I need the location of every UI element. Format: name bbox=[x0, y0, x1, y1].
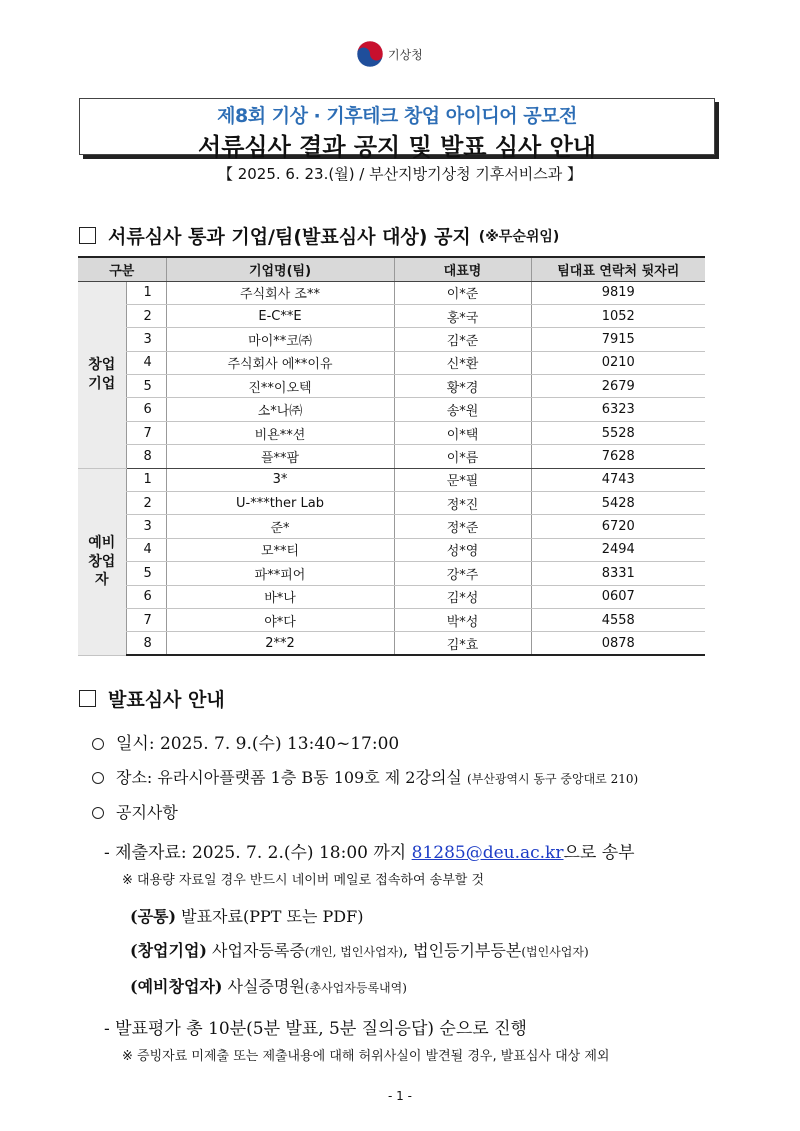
row-number: 1 bbox=[126, 468, 166, 491]
company-name: 준* bbox=[166, 515, 394, 538]
submit-email-link[interactable]: 81285@deu.ac.kr bbox=[411, 843, 564, 863]
agency-name: 기상청 bbox=[388, 47, 423, 62]
contact-digits: 2494 bbox=[531, 538, 705, 561]
header-contact: 팀대표 연락처 뒷자리 bbox=[531, 257, 705, 281]
section-note: (※무순위임) bbox=[478, 228, 560, 245]
representative-name: 신*환 bbox=[394, 351, 531, 374]
title-box bbox=[79, 98, 715, 161]
table-header-row bbox=[78, 257, 705, 281]
doc-startup bbox=[130, 938, 589, 961]
row-number: 6 bbox=[126, 398, 166, 421]
date-text: 일시: 2025. 7. 9.(수) 13:40~17:00 bbox=[116, 734, 400, 754]
submit-line bbox=[104, 838, 635, 863]
table-row bbox=[78, 492, 705, 515]
table-row bbox=[78, 398, 705, 421]
page-number: - 1 - bbox=[388, 1089, 412, 1103]
agency-logo bbox=[356, 40, 423, 68]
representative-name: 송*원 bbox=[394, 398, 531, 421]
company-name: 비욘**션 bbox=[166, 421, 394, 444]
representative-name: 정*진 bbox=[394, 492, 531, 515]
title-subtitle: 제8회 기상 · 기후테크 창업 아이디어 공모전 bbox=[217, 105, 577, 127]
doc-startup-text1-sub: (개인, 법인사업자) bbox=[304, 945, 403, 959]
eval-note: ※ 증빙자료 미제출 또는 제출내용에 대해 허위사실이 발견될 경우, 발표심사 대상 제외 bbox=[122, 1049, 610, 1064]
contact-digits: 8331 bbox=[531, 562, 705, 585]
section-heading-results bbox=[79, 222, 559, 249]
representative-name: 이*준 bbox=[394, 281, 531, 304]
section-title: 발표심사 안내 bbox=[108, 689, 225, 711]
row-number: 5 bbox=[126, 562, 166, 585]
doc-startup-label: (창업기업) bbox=[130, 941, 207, 960]
company-name: 마이**코㈜ bbox=[166, 328, 394, 351]
row-number: 4 bbox=[126, 538, 166, 561]
row-number: 2 bbox=[126, 304, 166, 327]
table-row bbox=[78, 608, 705, 631]
company-name: E-C**E bbox=[166, 304, 394, 327]
doc-pre-text: 사실증명원 bbox=[222, 977, 305, 996]
representative-name: 박*성 bbox=[394, 608, 531, 631]
contact-digits: 4743 bbox=[531, 468, 705, 491]
submit-note: ※ 대용량 자료일 경우 반드시 네이버 메일로 접속하여 송부할 것 bbox=[122, 873, 485, 888]
representative-name: 정*준 bbox=[394, 515, 531, 538]
representative-name: 강*주 bbox=[394, 562, 531, 585]
row-number: 5 bbox=[126, 375, 166, 398]
header-category: 구분 bbox=[78, 257, 166, 281]
notice-text: 공지사항 bbox=[116, 803, 178, 822]
contact-digits: 4558 bbox=[531, 608, 705, 631]
contact-digits: 7915 bbox=[531, 328, 705, 351]
circle-bullet-icon bbox=[92, 807, 104, 819]
table-row bbox=[78, 445, 705, 468]
doc-common-text: 발표자료(PPT 또는 PDF) bbox=[176, 907, 364, 926]
taegeuk-emblem-icon bbox=[356, 40, 384, 68]
table-row bbox=[78, 515, 705, 538]
row-number: 7 bbox=[126, 421, 166, 444]
table-row bbox=[78, 281, 705, 304]
doc-pre-startup bbox=[130, 974, 407, 997]
representative-name: 김*효 bbox=[394, 632, 531, 655]
representative-name: 이*택 bbox=[394, 421, 531, 444]
company-name: 모**티 bbox=[166, 538, 394, 561]
contact-digits: 6323 bbox=[531, 398, 705, 421]
representative-name: 김*성 bbox=[394, 585, 531, 608]
row-number: 1 bbox=[126, 281, 166, 304]
submit-prefix: - 제출자료: 2025. 7. 2.(수) 18:00 까지 bbox=[104, 843, 412, 863]
table-row bbox=[78, 304, 705, 327]
square-bullet-icon bbox=[79, 690, 96, 707]
doc-startup-text1: 사업자등록증 bbox=[206, 941, 305, 960]
info-notice bbox=[92, 800, 178, 823]
company-name: 플**팜 bbox=[166, 445, 394, 468]
contact-digits: 1052 bbox=[531, 304, 705, 327]
header-company: 기업명(팀) bbox=[166, 257, 394, 281]
company-name: 2**2 bbox=[166, 632, 394, 655]
place-text: 장소: 유라시아플랫폼 1층 B동 109호 제 2강의실 bbox=[116, 768, 462, 787]
row-number: 8 bbox=[126, 445, 166, 468]
doc-common bbox=[130, 904, 363, 927]
contact-digits: 0878 bbox=[531, 632, 705, 655]
representative-name: 이*름 bbox=[394, 445, 531, 468]
representative-name: 김*준 bbox=[394, 328, 531, 351]
section-title: 서류심사 통과 기업/팀(발표심사 대상) 공지 bbox=[108, 226, 471, 248]
table-row bbox=[78, 562, 705, 585]
doc-startup-text2: , 법인등기부등본 bbox=[402, 941, 522, 960]
representative-name: 황*경 bbox=[394, 375, 531, 398]
contact-digits: 0607 bbox=[531, 585, 705, 608]
table-row bbox=[78, 351, 705, 374]
company-name: 바*나 bbox=[166, 585, 394, 608]
section-heading-presentation bbox=[79, 685, 225, 712]
company-name: 소*나㈜ bbox=[166, 398, 394, 421]
company-name: 주식회사 에**이유 bbox=[166, 351, 394, 374]
info-date bbox=[92, 729, 399, 754]
row-number: 8 bbox=[126, 632, 166, 655]
category-cell: 창업 기업 bbox=[78, 281, 126, 468]
company-name: 진**이오텍 bbox=[166, 375, 394, 398]
doc-pre-label: (예비창업자) bbox=[130, 977, 223, 996]
doc-startup-text2-sub: (법인사업자) bbox=[521, 945, 589, 959]
contact-digits: 9819 bbox=[531, 281, 705, 304]
table-row bbox=[78, 328, 705, 351]
company-name: U-***ther Lab bbox=[166, 492, 394, 515]
representative-name: 성*영 bbox=[394, 538, 531, 561]
representative-name: 문*필 bbox=[394, 468, 531, 491]
circle-bullet-icon bbox=[92, 772, 104, 784]
table-row bbox=[78, 468, 705, 491]
page-title: 서류심사 결과 공지 및 발표 심사 안내 bbox=[198, 133, 596, 161]
company-name: 주식회사 조** bbox=[166, 281, 394, 304]
contact-digits: 7628 bbox=[531, 445, 705, 468]
doc-pre-sub: (총사업자등록내역) bbox=[304, 981, 407, 995]
dateline: 【 2025. 6. 23.(월) / 부산지방기상청 기후서비스과 】 bbox=[217, 165, 583, 183]
contact-digits: 6720 bbox=[531, 515, 705, 538]
table-row bbox=[78, 585, 705, 608]
square-bullet-icon bbox=[79, 227, 96, 244]
row-number: 6 bbox=[126, 585, 166, 608]
category-cell: 예비 창업 자 bbox=[78, 468, 126, 655]
results-table bbox=[78, 256, 705, 656]
row-number: 4 bbox=[126, 351, 166, 374]
table-row bbox=[78, 375, 705, 398]
submit-suffix: 으로 송부 bbox=[563, 843, 635, 863]
contact-digits: 2679 bbox=[531, 375, 705, 398]
contact-digits: 0210 bbox=[531, 351, 705, 374]
info-place bbox=[92, 765, 638, 788]
row-number: 3 bbox=[126, 328, 166, 351]
contact-digits: 5528 bbox=[531, 421, 705, 444]
doc-common-label: (공통) bbox=[130, 907, 177, 926]
table-row bbox=[78, 421, 705, 444]
eval-line: - 발표평가 총 10분(5분 발표, 5분 질의응답) 순으로 진행 bbox=[104, 1019, 527, 1039]
company-name: 3* bbox=[166, 468, 394, 491]
company-name: 파**피어 bbox=[166, 562, 394, 585]
row-number: 3 bbox=[126, 515, 166, 538]
company-name: 야*다 bbox=[166, 608, 394, 631]
row-number: 7 bbox=[126, 608, 166, 631]
header-representative: 대표명 bbox=[394, 257, 531, 281]
table-row bbox=[78, 632, 705, 655]
circle-bullet-icon bbox=[92, 738, 104, 750]
row-number: 2 bbox=[126, 492, 166, 515]
representative-name: 홍*국 bbox=[394, 304, 531, 327]
table-row bbox=[78, 538, 705, 561]
contact-digits: 5428 bbox=[531, 492, 705, 515]
place-address: (부산광역시 동구 중앙대로 210) bbox=[466, 772, 639, 786]
